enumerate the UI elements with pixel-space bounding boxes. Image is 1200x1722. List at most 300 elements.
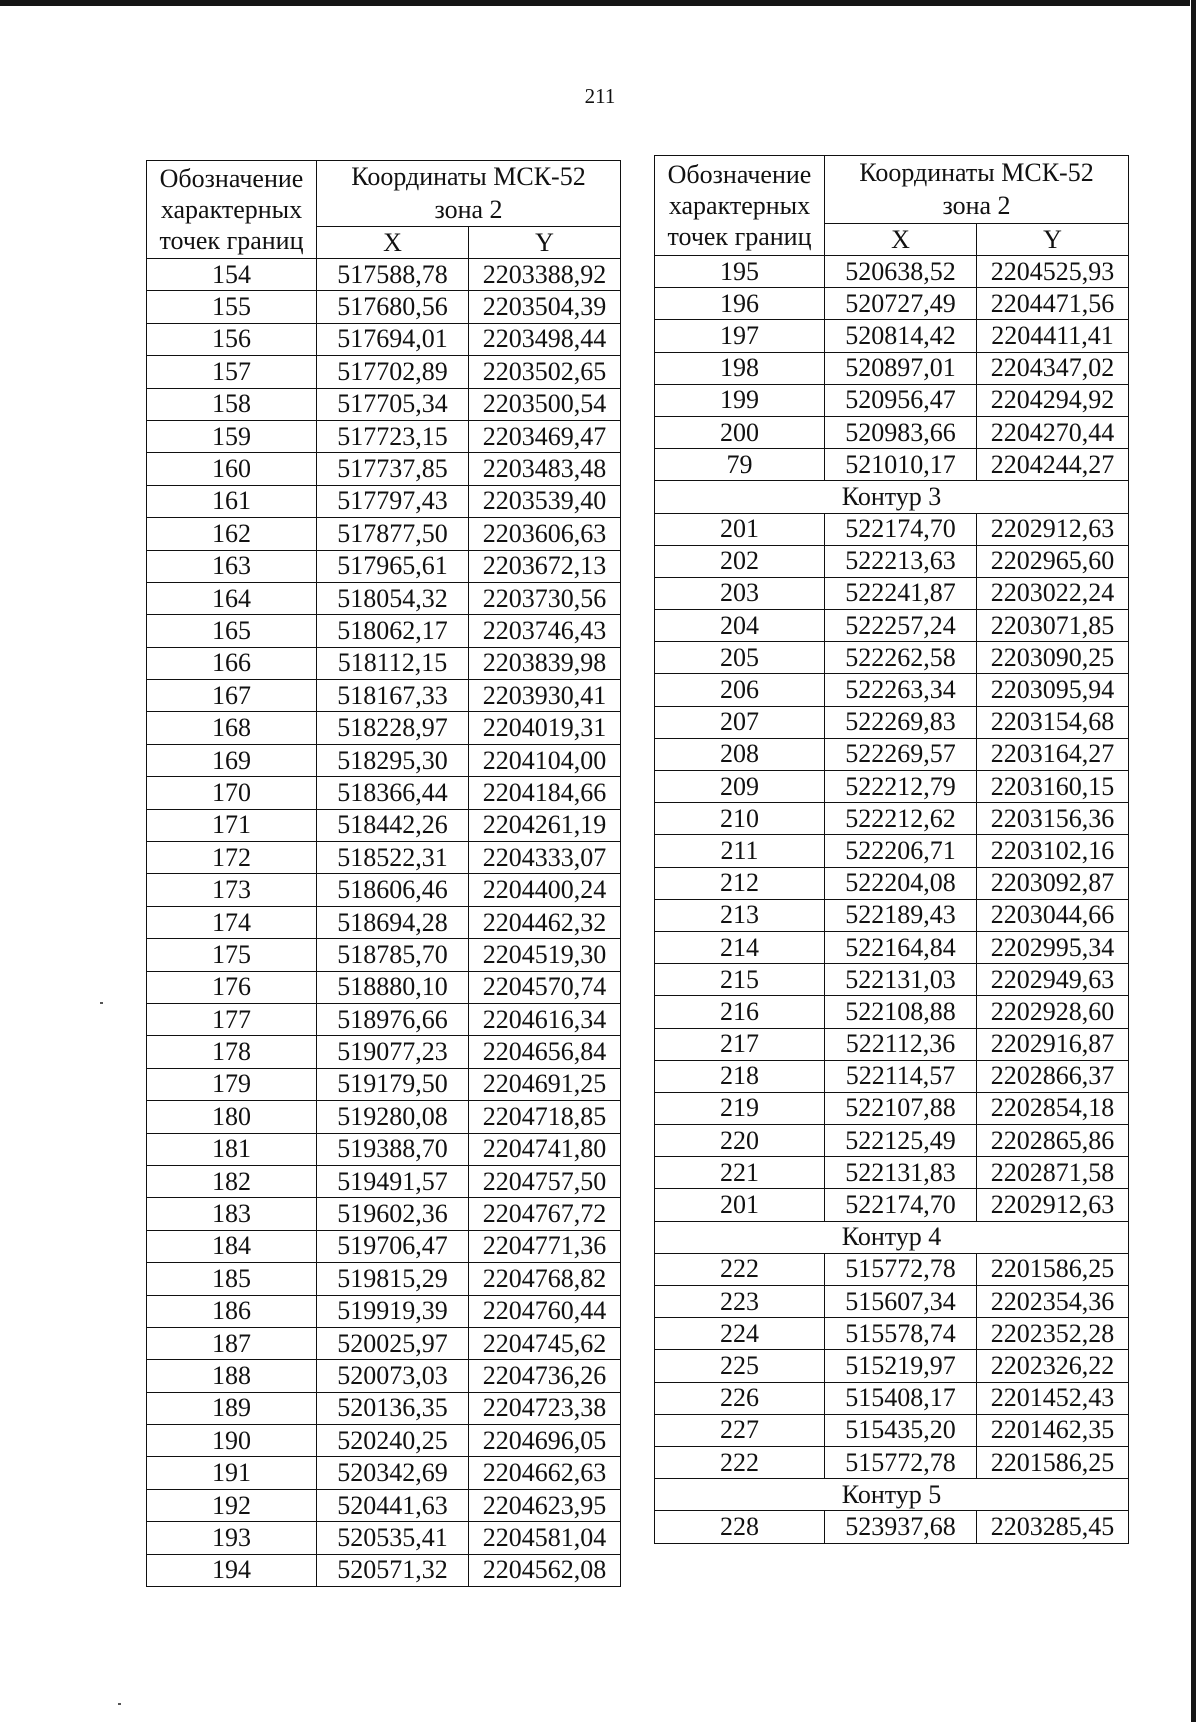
x-coordinate-cell: 522204,08	[825, 867, 977, 899]
y-coordinate-cell: 2202354,36	[977, 1286, 1129, 1318]
y-coordinate-cell: 2203044,66	[977, 899, 1129, 931]
table-row	[655, 513, 1129, 545]
contour-label: Контур 4	[655, 1221, 1129, 1253]
point-number-cell: 211	[655, 835, 825, 867]
x-coordinate-cell: 522131,83	[825, 1157, 977, 1189]
y-coordinate-cell: 2201452,43	[977, 1382, 1129, 1414]
y-column-header: Y	[469, 227, 621, 259]
point-number-cell: 162	[147, 518, 317, 550]
point-number-cell: 212	[655, 867, 825, 899]
x-coordinate-cell: 522164,84	[825, 931, 977, 963]
y-column-header: Y	[977, 224, 1129, 256]
y-coordinate-cell: 2204662,63	[469, 1457, 621, 1489]
point-number-cell: 225	[655, 1350, 825, 1382]
table-row	[655, 803, 1129, 835]
table-row	[655, 288, 1129, 320]
y-coordinate-cell: 2204462,32	[469, 906, 621, 938]
point-number-cell: 200	[655, 416, 825, 448]
x-coordinate-cell: 520441,63	[317, 1489, 469, 1521]
y-coordinate-cell: 2202326,22	[977, 1350, 1129, 1382]
y-coordinate-cell: 2203498,44	[469, 323, 621, 355]
x-coordinate-cell: 517797,43	[317, 485, 469, 517]
x-coordinate-cell: 519919,39	[317, 1295, 469, 1327]
table-row	[147, 647, 621, 679]
y-coordinate-cell: 2202965,60	[977, 545, 1129, 577]
y-coordinate-cell: 2203483,48	[469, 453, 621, 485]
table-row	[147, 744, 621, 776]
header-line: точек границ	[159, 226, 304, 256]
table-row	[147, 485, 621, 517]
x-coordinate-cell: 518295,30	[317, 744, 469, 776]
table-row	[147, 777, 621, 809]
table-row	[147, 1133, 621, 1165]
x-coordinate-cell: 520240,25	[317, 1425, 469, 1457]
point-number-cell: 195	[655, 256, 825, 288]
point-number-cell: 228	[655, 1511, 825, 1543]
point-number-cell: 197	[655, 320, 825, 352]
x-coordinate-cell: 518167,33	[317, 680, 469, 712]
y-coordinate-cell: 2201586,25	[977, 1253, 1129, 1285]
contour-label: Контур 3	[655, 481, 1129, 513]
header-line: Обозначение	[667, 159, 812, 189]
table-row	[147, 971, 621, 1003]
x-coordinate-cell: 520025,97	[317, 1327, 469, 1359]
x-coordinate-cell: 522263,34	[825, 674, 977, 706]
x-coordinate-cell: 517705,34	[317, 388, 469, 420]
header-line: Координаты МСК-52	[859, 158, 1094, 187]
section-row	[655, 1479, 1129, 1511]
point-number-cell: 155	[147, 291, 317, 323]
table-row	[655, 352, 1129, 384]
table-row	[147, 1489, 621, 1521]
point-number-cell: 196	[655, 288, 825, 320]
point-number-cell: 173	[147, 874, 317, 906]
table-row	[147, 1425, 621, 1457]
point-number-cell: 187	[147, 1327, 317, 1359]
y-coordinate-cell: 2204261,19	[469, 809, 621, 841]
coordinates-table-right	[654, 155, 1129, 1544]
x-coordinate-cell: 519815,29	[317, 1263, 469, 1295]
point-number-cell: 226	[655, 1382, 825, 1414]
x-coordinate-cell: 522212,62	[825, 803, 977, 835]
point-number-cell: 180	[147, 1101, 317, 1133]
scan-edge-right	[1191, 0, 1196, 1722]
x-coordinate-cell: 517723,15	[317, 420, 469, 452]
table-row	[147, 550, 621, 582]
x-coordinate-cell: 522174,70	[825, 1189, 977, 1221]
point-number-cell: 154	[147, 259, 317, 291]
point-number-cell: 217	[655, 1028, 825, 1060]
y-coordinate-cell: 2204691,25	[469, 1068, 621, 1100]
table-row	[655, 867, 1129, 899]
table-row	[147, 939, 621, 971]
point-number-cell: 174	[147, 906, 317, 938]
table-row	[147, 680, 621, 712]
y-coordinate-cell: 2203930,41	[469, 680, 621, 712]
x-coordinate-cell: 520983,66	[825, 416, 977, 448]
header-line: зона 2	[434, 194, 503, 224]
y-coordinate-cell: 2203092,87	[977, 867, 1129, 899]
point-number-cell: 222	[655, 1446, 825, 1478]
x-coordinate-cell: 522269,57	[825, 738, 977, 770]
point-number-cell: 166	[147, 647, 317, 679]
y-coordinate-cell: 2204623,95	[469, 1489, 621, 1521]
x-coordinate-cell: 518366,44	[317, 777, 469, 809]
page-number: 211	[584, 84, 616, 108]
coordinates-table-left	[146, 160, 621, 1587]
x-coordinate-cell: 519280,08	[317, 1101, 469, 1133]
x-coordinate-cell: 522269,83	[825, 706, 977, 738]
y-coordinate-cell: 2203839,98	[469, 647, 621, 679]
point-number-cell: 198	[655, 352, 825, 384]
x-coordinate-cell: 520814,42	[825, 320, 977, 352]
y-coordinate-cell: 2204562,08	[469, 1554, 621, 1586]
table-row	[655, 416, 1129, 448]
x-coordinate-cell: 522257,24	[825, 610, 977, 642]
y-coordinate-cell: 2203388,92	[469, 259, 621, 291]
table-row	[655, 996, 1129, 1028]
y-coordinate-cell: 2204616,34	[469, 1003, 621, 1035]
x-coordinate-cell: 517680,56	[317, 291, 469, 323]
y-coordinate-cell: 2203090,25	[977, 642, 1129, 674]
x-coordinate-cell: 515772,78	[825, 1253, 977, 1285]
y-coordinate-cell: 2201462,35	[977, 1414, 1129, 1446]
x-coordinate-cell: 522114,57	[825, 1060, 977, 1092]
point-designation-header	[147, 161, 317, 259]
point-number-cell: 207	[655, 706, 825, 738]
y-coordinate-cell: 2203730,56	[469, 582, 621, 614]
y-coordinate-cell: 2201586,25	[977, 1446, 1129, 1478]
point-number-cell: 224	[655, 1318, 825, 1350]
x-coordinate-cell: 519706,47	[317, 1230, 469, 1262]
x-coordinate-cell: 518112,15	[317, 647, 469, 679]
y-coordinate-cell: 2202866,37	[977, 1060, 1129, 1092]
point-number-cell: 176	[147, 971, 317, 1003]
point-number-cell: 186	[147, 1295, 317, 1327]
table-row	[147, 712, 621, 744]
point-number-cell: 167	[147, 680, 317, 712]
point-number-cell: 216	[655, 996, 825, 1028]
y-coordinate-cell: 2203160,15	[977, 771, 1129, 803]
point-number-cell: 161	[147, 485, 317, 517]
x-coordinate-cell: 518785,70	[317, 939, 469, 971]
table-row	[147, 1003, 621, 1035]
point-number-cell: 199	[655, 384, 825, 416]
point-number-cell: 179	[147, 1068, 317, 1100]
table-row	[655, 1350, 1129, 1382]
table-row	[655, 771, 1129, 803]
x-coordinate-cell: 518976,66	[317, 1003, 469, 1035]
x-coordinate-cell: 520342,69	[317, 1457, 469, 1489]
y-coordinate-cell: 2203071,85	[977, 610, 1129, 642]
x-coordinate-cell: 518062,17	[317, 615, 469, 647]
point-number-cell: 158	[147, 388, 317, 420]
x-coordinate-cell: 515772,78	[825, 1446, 977, 1478]
x-coordinate-cell: 519179,50	[317, 1068, 469, 1100]
point-number-cell: 210	[655, 803, 825, 835]
x-coordinate-cell: 518442,26	[317, 809, 469, 841]
point-number-cell: 209	[655, 771, 825, 803]
point-number-cell: 222	[655, 1253, 825, 1285]
y-coordinate-cell: 2202928,60	[977, 996, 1129, 1028]
point-number-cell: 214	[655, 931, 825, 963]
y-coordinate-cell: 2203154,68	[977, 706, 1129, 738]
table-row	[147, 323, 621, 355]
y-coordinate-cell: 2204723,38	[469, 1392, 621, 1424]
y-coordinate-cell: 2204411,41	[977, 320, 1129, 352]
table-row	[147, 1554, 621, 1586]
table-row	[147, 1392, 621, 1424]
table-row	[147, 356, 621, 388]
y-coordinate-cell: 2204294,92	[977, 384, 1129, 416]
y-coordinate-cell: 2202912,63	[977, 513, 1129, 545]
x-coordinate-cell: 517965,61	[317, 550, 469, 582]
table-row	[147, 518, 621, 550]
table-row	[655, 642, 1129, 674]
section-row	[655, 481, 1129, 513]
y-coordinate-cell: 2202912,63	[977, 1189, 1129, 1221]
y-coordinate-cell: 2204104,00	[469, 744, 621, 776]
x-coordinate-cell: 521010,17	[825, 449, 977, 481]
table-row	[147, 1263, 621, 1295]
y-coordinate-cell: 2204270,44	[977, 416, 1129, 448]
point-number-cell: 220	[655, 1125, 825, 1157]
table-row	[147, 1327, 621, 1359]
point-number-cell: 201	[655, 513, 825, 545]
table-row	[147, 420, 621, 452]
table-row	[147, 809, 621, 841]
x-column-header: X	[825, 224, 977, 256]
table-row	[147, 582, 621, 614]
table-row	[655, 610, 1129, 642]
point-number-cell: 177	[147, 1003, 317, 1035]
table-row	[655, 1414, 1129, 1446]
point-number-cell: 215	[655, 964, 825, 996]
point-number-cell: 157	[147, 356, 317, 388]
table-row	[147, 906, 621, 938]
table-row	[655, 706, 1129, 738]
point-number-cell: 208	[655, 738, 825, 770]
point-number-cell: 182	[147, 1165, 317, 1197]
y-coordinate-cell: 2204696,05	[469, 1425, 621, 1457]
point-number-cell: 169	[147, 744, 317, 776]
x-coordinate-cell: 520638,52	[825, 256, 977, 288]
point-number-cell: 178	[147, 1036, 317, 1068]
y-coordinate-cell: 2202854,18	[977, 1092, 1129, 1124]
table-body	[655, 256, 1129, 1544]
y-coordinate-cell: 2202949,63	[977, 964, 1129, 996]
y-coordinate-cell: 2203504,39	[469, 291, 621, 323]
y-coordinate-cell: 2204760,44	[469, 1295, 621, 1327]
table-row	[147, 1522, 621, 1554]
point-designation-header	[655, 156, 825, 256]
y-coordinate-cell: 2204347,02	[977, 352, 1129, 384]
point-number-cell: 171	[147, 809, 317, 841]
table-row	[147, 1036, 621, 1068]
x-coordinate-cell: 522107,88	[825, 1092, 977, 1124]
y-coordinate-cell: 2203672,13	[469, 550, 621, 582]
table-row	[655, 1446, 1129, 1478]
y-coordinate-cell: 2202865,86	[977, 1125, 1129, 1157]
x-coordinate-cell: 518228,97	[317, 712, 469, 744]
x-coordinate-cell: 520571,32	[317, 1554, 469, 1586]
point-number-cell: 192	[147, 1489, 317, 1521]
x-coordinate-cell: 518694,28	[317, 906, 469, 938]
x-coordinate-cell: 520897,01	[825, 352, 977, 384]
y-coordinate-cell: 2204581,04	[469, 1522, 621, 1554]
point-number-cell: 156	[147, 323, 317, 355]
table-row	[147, 874, 621, 906]
y-coordinate-cell: 2203022,24	[977, 577, 1129, 609]
table-row	[655, 1286, 1129, 1318]
table-row	[655, 1157, 1129, 1189]
y-coordinate-cell: 2203095,94	[977, 674, 1129, 706]
x-coordinate-cell: 519602,36	[317, 1198, 469, 1230]
x-coordinate-cell: 517694,01	[317, 323, 469, 355]
point-number-cell: 202	[655, 545, 825, 577]
y-coordinate-cell: 2204767,72	[469, 1198, 621, 1230]
x-coordinate-cell: 515578,74	[825, 1318, 977, 1350]
table-body	[147, 259, 621, 1587]
table-row	[147, 1295, 621, 1327]
y-coordinate-cell: 2203156,36	[977, 803, 1129, 835]
x-coordinate-cell: 520727,49	[825, 288, 977, 320]
point-number-cell: 218	[655, 1060, 825, 1092]
point-number-cell: 172	[147, 842, 317, 874]
table-row	[655, 1125, 1129, 1157]
table-row	[147, 1360, 621, 1392]
x-coordinate-cell: 520535,41	[317, 1522, 469, 1554]
y-coordinate-cell: 2204570,74	[469, 971, 621, 1003]
header-line: Координаты МСК-52	[351, 162, 586, 191]
table-row	[655, 674, 1129, 706]
header-line: зона 2	[942, 190, 1011, 220]
x-coordinate-cell: 518880,10	[317, 971, 469, 1003]
table-row	[147, 1068, 621, 1100]
y-coordinate-cell: 2203606,63	[469, 518, 621, 550]
header-line: характерных	[160, 194, 303, 224]
x-coordinate-cell: 519388,70	[317, 1133, 469, 1165]
y-coordinate-cell: 2204741,80	[469, 1133, 621, 1165]
point-number-cell: 219	[655, 1092, 825, 1124]
x-coordinate-cell: 522189,43	[825, 899, 977, 931]
point-number-cell: 189	[147, 1392, 317, 1424]
x-coordinate-cell: 522212,79	[825, 771, 977, 803]
y-coordinate-cell: 2204745,62	[469, 1327, 621, 1359]
table-row	[147, 453, 621, 485]
point-number-cell: 79	[655, 449, 825, 481]
table-row	[655, 256, 1129, 288]
point-number-cell: 193	[147, 1522, 317, 1554]
x-coordinate-cell: 520956,47	[825, 384, 977, 416]
x-coordinate-cell: 522206,71	[825, 835, 977, 867]
y-coordinate-cell: 2204757,50	[469, 1165, 621, 1197]
header-line: точек границ	[667, 222, 812, 252]
x-coordinate-cell: 522241,87	[825, 577, 977, 609]
x-coordinate-cell: 515219,97	[825, 1350, 977, 1382]
x-coordinate-cell: 515408,17	[825, 1382, 977, 1414]
y-coordinate-cell: 2204771,36	[469, 1230, 621, 1262]
x-coordinate-cell: 523937,68	[825, 1511, 977, 1543]
y-coordinate-cell: 2204184,66	[469, 777, 621, 809]
table-row	[655, 384, 1129, 416]
point-number-cell: 188	[147, 1360, 317, 1392]
point-number-cell: 213	[655, 899, 825, 931]
point-number-cell: 184	[147, 1230, 317, 1262]
table-row	[147, 615, 621, 647]
y-coordinate-cell: 2203539,40	[469, 485, 621, 517]
point-number-cell: 185	[147, 1263, 317, 1295]
header-line: Обозначение	[159, 163, 304, 193]
point-number-cell: 183	[147, 1198, 317, 1230]
point-number-cell: 203	[655, 577, 825, 609]
point-number-cell: 201	[655, 1189, 825, 1221]
table-row	[147, 259, 621, 291]
y-coordinate-cell: 2202995,34	[977, 931, 1129, 963]
y-coordinate-cell: 2202916,87	[977, 1028, 1129, 1060]
point-number-cell: 159	[147, 420, 317, 452]
y-coordinate-cell: 2204400,24	[469, 874, 621, 906]
coordinates-header	[825, 156, 1129, 224]
table-row	[655, 1253, 1129, 1285]
y-coordinate-cell: 2203469,47	[469, 420, 621, 452]
point-number-cell: 191	[147, 1457, 317, 1489]
x-coordinate-cell: 522174,70	[825, 513, 977, 545]
x-coordinate-cell: 519077,23	[317, 1036, 469, 1068]
y-coordinate-cell: 2204333,07	[469, 842, 621, 874]
table-row	[655, 1511, 1129, 1543]
point-number-cell: 227	[655, 1414, 825, 1446]
table-row	[655, 835, 1129, 867]
x-coordinate-cell: 517588,78	[317, 259, 469, 291]
table-row	[655, 1092, 1129, 1124]
y-coordinate-cell: 2203746,43	[469, 615, 621, 647]
y-coordinate-cell: 2203502,65	[469, 356, 621, 388]
table-row	[655, 964, 1129, 996]
table-row	[655, 931, 1129, 963]
x-coordinate-cell: 517877,50	[317, 518, 469, 550]
y-coordinate-cell: 2204519,30	[469, 939, 621, 971]
table-row	[655, 577, 1129, 609]
table-row	[655, 320, 1129, 352]
y-coordinate-cell: 2204768,82	[469, 1263, 621, 1295]
table-row	[655, 1382, 1129, 1414]
point-number-cell: 190	[147, 1425, 317, 1457]
table-row	[147, 291, 621, 323]
x-coordinate-cell: 522131,03	[825, 964, 977, 996]
x-coordinate-cell: 519491,57	[317, 1165, 469, 1197]
x-coordinate-cell: 517737,85	[317, 453, 469, 485]
table-row	[147, 1230, 621, 1262]
point-number-cell: 168	[147, 712, 317, 744]
y-coordinate-cell: 2204019,31	[469, 712, 621, 744]
y-coordinate-cell: 2202871,58	[977, 1157, 1129, 1189]
table-row	[147, 842, 621, 874]
x-coordinate-cell: 522213,63	[825, 545, 977, 577]
y-coordinate-cell: 2203285,45	[977, 1511, 1129, 1543]
x-coordinate-cell: 522125,49	[825, 1125, 977, 1157]
y-coordinate-cell: 2203500,54	[469, 388, 621, 420]
table-row	[655, 899, 1129, 931]
point-number-cell: 170	[147, 777, 317, 809]
point-number-cell: 163	[147, 550, 317, 582]
scan-edge-top	[0, 0, 1190, 6]
header-line: характерных	[668, 190, 811, 220]
table-row	[147, 388, 621, 420]
x-coordinate-cell: 518522,31	[317, 842, 469, 874]
scan-speck	[100, 1002, 103, 1004]
table-row	[147, 1198, 621, 1230]
